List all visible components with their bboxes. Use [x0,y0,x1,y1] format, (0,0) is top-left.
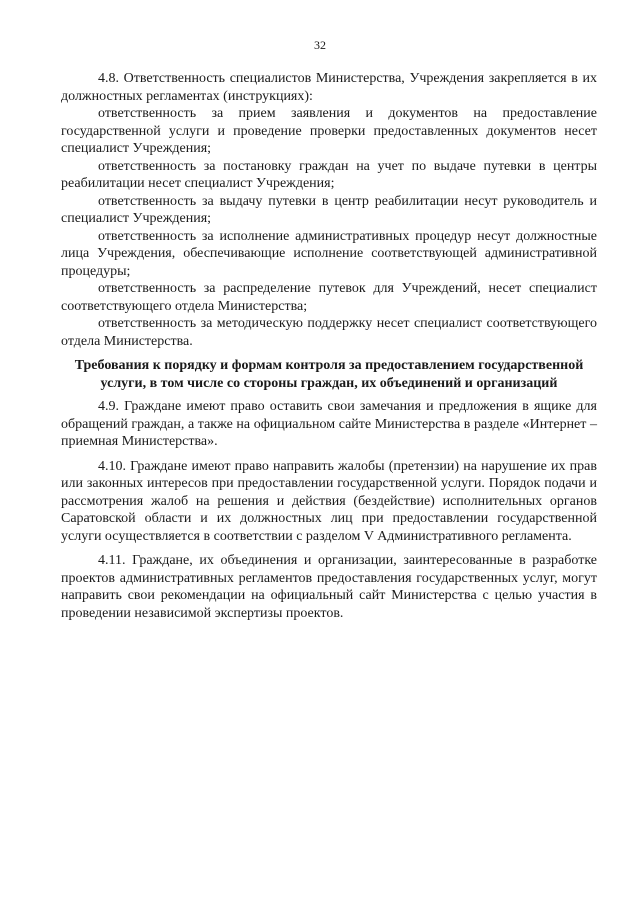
paragraph-responsibility-methodical: ответственность за методическую поддержку несет специалист соответствующего отдела Министерства. [61,316,597,349]
paragraph-4-9: 4.9. Граждане имеют право оставить свои замечания и предложения в ящике для обращений граждан, а также на официальном сайте Министерства в разделе «Интернет – приемная Министерства». [61,399,597,449]
page-content [61,70,597,622]
paragraph-4-11: 4.11. Граждане, их объединения и организации, заинтересованные в разработке проектов административных регламентов предоставления государственных услуг, могут направить свои рекомендации на официальный сайт Министерства с целью участия в проведении независимой экспертизы проектов. [61,553,597,621]
paragraph-responsibility-voucher: ответственность за выдачу путевки в центр реабилитации несут руководитель и специалист Учреждения; [61,193,597,226]
section-heading: Требования к порядку и формам контроля за предоставлением государственной услуги, в том числе со стороны граждан, их объединений и организаций [74,358,584,391]
paragraph-responsibility-intake: ответственность за прием заявления и документов на предоставление государственной услуги и проведение проверки предоставленных документов несет специалист Учреждения; [61,106,597,156]
paragraph-4-8: 4.8. Ответственность специалистов Министерства, Учреждения закрепляется в их должностных регламентах (инструкциях): [61,71,597,104]
paragraph-4-10: 4.10. Граждане имеют право направить жалобы (претензии) на нарушение их прав или законных интересов при предоставлении государственной услуги. Порядок подачи и рассмотрения жалоб на решения и действия (бездействие) исполнительных органов Саратовской области и их должностных лиц при предоставлении государственной услуги осуществляется в соответствии с разделом V Административного регламента. [61,458,597,544]
paragraph-responsibility-registration: ответственность за постановку граждан на учет по выдаче путевки в центры реабилитации несет специалист Учреждения; [61,158,597,191]
paragraph-responsibility-procedures: ответственность за исполнение административных процедур несут должностные лица Учреждения, обеспечивающие исполнение соответствующей административной процедуры; [61,228,597,279]
paragraph-responsibility-distribution: ответственность за распределение путевок для Учреждений, несет специалист соответствующего отдела Министерства; [61,281,597,314]
page-number: 32 [314,38,326,52]
